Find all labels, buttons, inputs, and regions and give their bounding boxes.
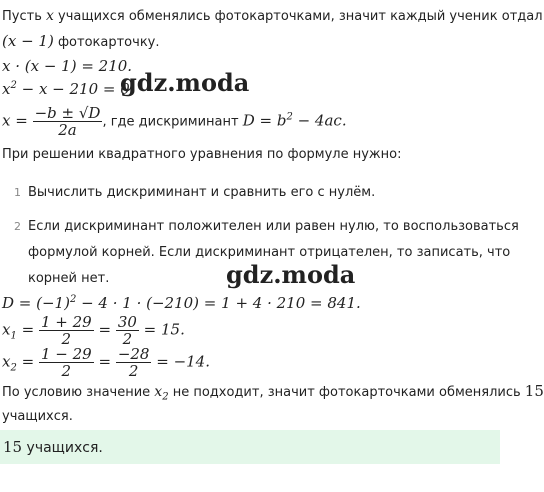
quadratic-formula-fraction	[33, 105, 103, 138]
discriminant-calc	[2, 294, 361, 312]
calc-d-exp: 2	[69, 294, 77, 305]
x1-result: = 15.	[138, 320, 185, 339]
eq3-disc-rest: − 4ac.	[292, 111, 347, 130]
list-item-2-line-1: Если дискриминант положителен или равен нулю, то воспользоваться	[28, 219, 519, 234]
x1-eq-2: =	[93, 320, 116, 339]
x2-num-2: −28	[117, 345, 150, 363]
x2-eq: =	[16, 352, 39, 371]
answer-num: 15	[3, 438, 23, 456]
conclusion-line-1	[2, 383, 544, 406]
list-item-number: 1	[14, 186, 21, 199]
answer-text	[3, 438, 103, 456]
conclusion-sub: 2	[162, 391, 169, 403]
calc-d-a: D = (−1)	[2, 294, 70, 312]
root-x1-calc	[2, 314, 185, 347]
fraction-numerator: −b ± √D	[34, 104, 101, 122]
x1-fraction-2	[116, 314, 139, 347]
intro-text-3: фотокарточку.	[53, 35, 160, 50]
equation-3	[2, 105, 347, 138]
x1-num-2: 30	[117, 313, 137, 331]
eq2-base: x	[2, 80, 11, 98]
intro-line-2	[2, 33, 160, 51]
x2-fraction-2	[116, 346, 152, 379]
eq2-exp: 2	[10, 80, 17, 91]
answer-label: учащихся.	[22, 440, 103, 456]
eq2-rest: − x − 210 = 0.	[16, 80, 135, 98]
eq3-mid: , где дискриминант	[102, 114, 243, 130]
intro-text: Пусть	[2, 9, 46, 24]
conclusion-num: 15	[524, 382, 544, 400]
list-item-1-line: Вычислить дискриминант и сравнить его с нулём.	[28, 185, 376, 200]
fraction-denominator: 2a	[58, 121, 77, 139]
var-x: x	[45, 8, 54, 24]
x2-sub: 2	[10, 362, 17, 374]
x1-eq: =	[16, 320, 39, 339]
conclusion-var: x	[154, 384, 163, 400]
expr-x-minus-1: (x − 1)	[2, 32, 54, 50]
intro-line-1	[2, 8, 543, 25]
equation-2	[2, 80, 135, 98]
intro-text-2: учащихся обменялись фотокарточками, значит каждый ученик отдал	[53, 9, 543, 24]
x2-var: x	[2, 352, 11, 371]
conclusion-text-1: По условию значение	[2, 385, 155, 400]
root-x2-calc	[2, 346, 210, 379]
x1-num: 1 + 29	[40, 313, 92, 331]
eq3-disc-exp: 2	[286, 111, 293, 123]
eq3-lhs: x =	[2, 111, 33, 130]
list-item-2-line-2: формулой корней. Если дискриминант отрицателен, то записать, что	[28, 245, 511, 260]
x2-den-2: 2	[128, 362, 139, 380]
x2-num: 1 − 29	[40, 345, 92, 363]
x1-den: 2	[61, 330, 72, 348]
equation-1: x · (x − 1) = 210.	[2, 57, 133, 75]
x1-fraction	[39, 314, 94, 347]
rule-intro: При решении квадратного уравнения по формуле нужно:	[2, 147, 402, 162]
eq3-disc: D = b	[242, 111, 287, 130]
x1-den-2: 2	[122, 330, 133, 348]
answer-box	[0, 430, 500, 464]
watermark-logo: gdz.moda	[226, 260, 356, 289]
x2-eq-2: =	[93, 352, 116, 371]
conclusion-text-2: не подходит, значит фотокарточками обменялись	[168, 385, 525, 400]
list-item-number: 2	[14, 220, 21, 233]
x2-fraction	[39, 346, 94, 379]
calc-d-b: − 4 · 1 · (−210) = 1 + 4 · 210 = 841.	[76, 294, 361, 312]
watermark-logo: gdz.moda	[120, 68, 250, 97]
list-item-2-line-3: корней нет.	[28, 271, 110, 286]
x2-result: = −14.	[151, 352, 210, 371]
x2-den: 2	[61, 362, 72, 380]
x1-sub: 1	[10, 330, 17, 342]
conclusion-line-2: учащихся.	[2, 409, 73, 424]
x1-var: x	[2, 320, 11, 339]
